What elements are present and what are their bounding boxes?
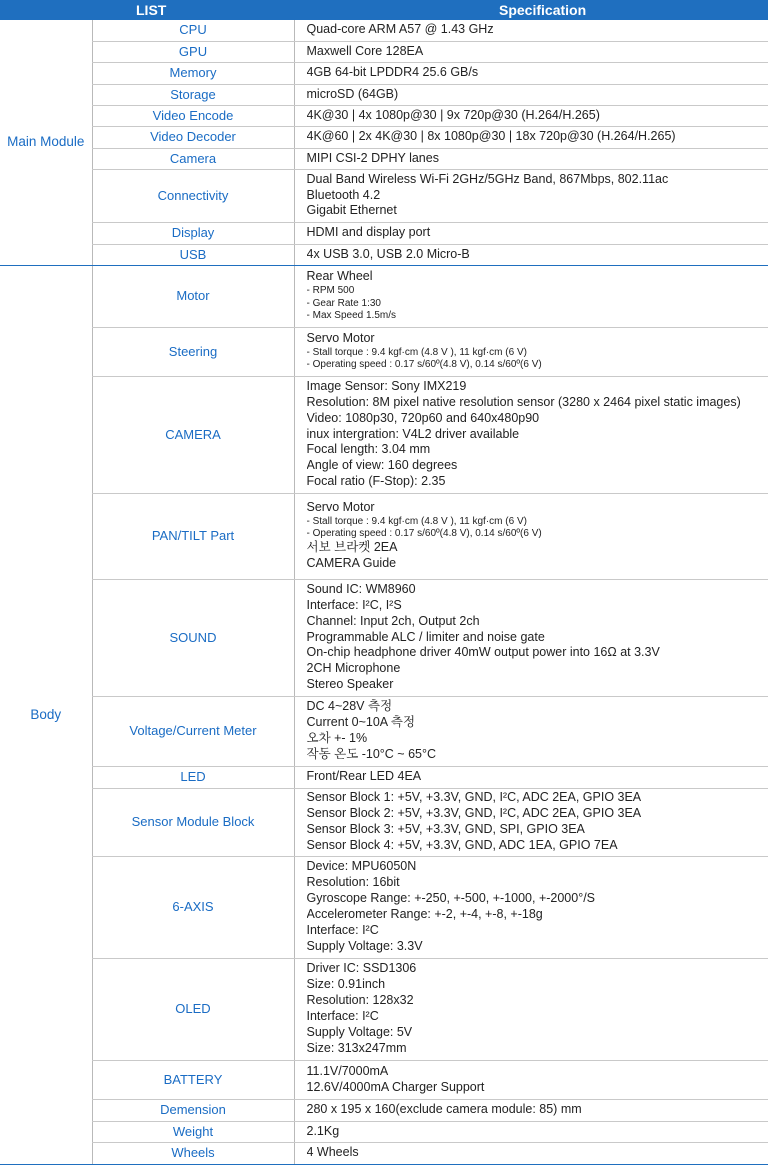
header-list: LIST [0, 0, 294, 20]
spec-line: Video: 1080p30, 720p60 and 640x480p90 [306, 410, 540, 425]
table-row [0, 1060, 768, 1099]
table-row [0, 222, 768, 244]
item-label: Camera [92, 148, 294, 169]
spec-value [294, 169, 768, 222]
spec-line: Resolution: 8M pixel native resolution sensor (3280 x 2464 pixel static images) [306, 394, 741, 409]
spec-value [294, 105, 768, 126]
table-row [0, 169, 768, 222]
table-header-row [0, 0, 768, 20]
spec-line: MIPI CSI-2 DPHY lanes [306, 150, 439, 165]
spec-line: Interface: I²C [306, 1009, 379, 1023]
spec-value [294, 1060, 768, 1099]
spec-line: Size: 313x247mm [306, 1040, 407, 1055]
spec-line: HDMI and display port [306, 225, 431, 240]
item-label: 6-AXIS [92, 856, 294, 958]
spec-line: Accelerometer Range: +-2, +-4, +-8, +-18g [306, 907, 543, 921]
spec-line: - Max Speed 1.5m/s [306, 310, 396, 322]
spec-line: Resolution: 128x32 [306, 993, 414, 1008]
spec-value [294, 856, 768, 958]
spec-value [294, 84, 768, 105]
spec-table-body [0, 20, 768, 1164]
table-row [0, 265, 768, 327]
spec-line: Gyroscope Range: +-250, +-500, +-1000, +-2000°/S [306, 891, 596, 906]
spec-line: 2CH Microphone [306, 661, 401, 676]
table-row [0, 958, 768, 1060]
spec-value [294, 493, 768, 579]
spec-line: Maxwell Core 128EA [306, 43, 424, 58]
table-row [0, 126, 768, 148]
item-label: CAMERA [92, 376, 294, 493]
spec-value [294, 579, 768, 696]
spec-line: Sensor Block 2: +5V, +3.3V, GND, I²C, ADC 2EA, GPIO 3EA [306, 806, 642, 821]
spec-line: 2.1Kg [306, 1123, 340, 1138]
table-row [0, 856, 768, 958]
spec-line: Device: MPU6050N [306, 859, 417, 874]
spec-value [294, 376, 768, 493]
table-row [0, 327, 768, 376]
spec-line: Angle of view: 160 degrees [306, 458, 458, 473]
table-row [0, 62, 768, 84]
spec-line: 오차 +- 1% [306, 731, 368, 745]
spec-line: microSD (64GB) [306, 86, 399, 101]
spec-value [294, 696, 768, 766]
spec-line: Bluetooth 4.2 [306, 187, 381, 202]
item-label: SOUND [92, 579, 294, 696]
spec-line: Front/Rear LED 4EA [306, 769, 422, 784]
item-label: Voltage/Current Meter [92, 696, 294, 766]
spec-value [294, 958, 768, 1060]
table-row [0, 20, 768, 41]
spec-line: Servo Motor [306, 499, 375, 514]
spec-line: DC 4~28V 측정 [306, 699, 393, 714]
spec-line: Current 0~10A 측정 [306, 715, 416, 730]
table-row [0, 148, 768, 169]
table-row [0, 1099, 768, 1121]
spec-line: - Gear Rate 1:30 [306, 297, 381, 309]
table-row [0, 1121, 768, 1142]
spec-line: inux intergration: V4L2 driver available [306, 426, 520, 441]
spec-line: CAMERA Guide [306, 556, 397, 571]
header-specification: Specification [294, 0, 768, 20]
spec-line: Stereo Speaker [306, 677, 394, 692]
spec-line: Image Sensor: Sony IMX219 [306, 378, 467, 393]
spec-value [294, 788, 768, 856]
spec-value [294, 1142, 768, 1164]
spec-line: - Stall torque : 9.4 kgf·cm (4.8 V ), 11 kgf·cm (6 V) [306, 515, 527, 527]
spec-value [294, 327, 768, 376]
table-row [0, 579, 768, 696]
table-row [0, 493, 768, 579]
spec-value [294, 1099, 768, 1121]
spec-value [294, 244, 768, 265]
spec-line: Supply Voltage: 3.3V [306, 938, 423, 953]
spec-line: 4GB 64-bit LPDDR4 25.6 GB/s [306, 65, 479, 80]
spec-value [294, 766, 768, 788]
spec-line: 12.6V/4000mA Charger Support [306, 1079, 485, 1094]
spec-line: - Stall torque : 9.4 kgf·cm (4.8 V ), 11 kgf·cm (6 V) [306, 347, 527, 359]
spec-value [294, 41, 768, 62]
spec-line: 280 x 195 x 160(exclude camera module: 85) mm [306, 1102, 582, 1117]
spec-line: Resolution: 16bit [306, 875, 400, 890]
spec-line: Interface: I²C, I²S [306, 597, 402, 612]
spec-line: Channel: Input 2ch, Output 2ch [306, 613, 480, 628]
item-label: LED [92, 766, 294, 788]
spec-line: 4K@30 | 4x 1080p@30 | 9x 720p@30 (H.264/H.265) [306, 107, 600, 122]
spec-line: Quad-core ARM A57 @ 1.43 GHz [306, 22, 494, 37]
section-label: Main Module [0, 20, 92, 265]
spec-line: Sensor Block 4: +5V, +3.3V, GND, ADC 1EA, GPIO 7EA [306, 837, 618, 852]
item-label: PAN/TILT Part [92, 493, 294, 579]
table-row [0, 766, 768, 788]
spec-value [294, 222, 768, 244]
spec-line: 작동 온도 -10°C ~ 65°C [306, 746, 437, 761]
spec-line: 4x USB 3.0, USB 2.0 Micro-B [306, 246, 470, 261]
spec-value [294, 265, 768, 327]
spec-line: Focal length: 3.04 mm [306, 442, 431, 457]
item-label: Memory [92, 62, 294, 84]
spec-value [294, 20, 768, 41]
item-label: Video Encode [92, 105, 294, 126]
item-label: Motor [92, 265, 294, 327]
table-row [0, 788, 768, 856]
spec-line: Sensor Block 3: +5V, +3.3V, GND, SPI, GPIO 3EA [306, 822, 585, 836]
item-label: Storage [92, 84, 294, 105]
spec-line: Driver IC: SSD1306 [306, 961, 417, 976]
table-row [0, 84, 768, 105]
item-label: GPU [92, 41, 294, 62]
spec-line: Dual Band Wireless Wi-Fi 2GHz/5GHz Band, 867Mbps, 802.11ac [306, 171, 669, 186]
spec-line: 4 Wheels [306, 1145, 359, 1160]
spec-line: On-chip headphone driver 40mW output power into 16Ω at 3.3V [306, 645, 660, 660]
table-row [0, 244, 768, 265]
item-label: Demension [92, 1099, 294, 1121]
spec-line: - Operating speed : 0.17 s/60º(4.8 V), 0.14 s/60º(6 V) [306, 359, 542, 371]
item-label: OLED [92, 958, 294, 1060]
spec-line: Interface: I²C [306, 922, 379, 937]
spec-line: - Operating speed : 0.17 s/60º(4.8 V), 0.14 s/60º(6 V) [306, 528, 542, 540]
table-row [0, 105, 768, 126]
spec-line: Supply Voltage: 5V [306, 1024, 413, 1039]
table-row [0, 41, 768, 62]
item-label: Steering [92, 327, 294, 376]
item-label: Display [92, 222, 294, 244]
item-label: Weight [92, 1121, 294, 1142]
table-row [0, 1142, 768, 1164]
spec-line: 서보 브라켓 2EA [306, 540, 398, 555]
item-label: CPU [92, 20, 294, 41]
spec-value [294, 148, 768, 169]
item-label: USB [92, 244, 294, 265]
item-label: Wheels [92, 1142, 294, 1164]
spec-line: Sound IC: WM8960 [306, 581, 416, 596]
spec-line: Sensor Block 1: +5V, +3.3V, GND, I²C, ADC 2EA, GPIO 3EA [306, 790, 642, 805]
item-label: Sensor Module Block [92, 788, 294, 856]
spec-line: Focal ratio (F-Stop): 2.35 [306, 474, 446, 489]
item-label: Connectivity [92, 169, 294, 222]
table-row [0, 696, 768, 766]
spec-line: 11.1V/7000mA [306, 1063, 389, 1078]
spec-line: Servo Motor [306, 331, 375, 346]
spec-value [294, 62, 768, 84]
spec-line: Gigabit Ethernet [306, 203, 397, 218]
spec-value [294, 1121, 768, 1142]
spec-line: - RPM 500 [306, 285, 355, 297]
spec-line: Programmable ALC / limiter and noise gate [306, 629, 545, 644]
spec-line: Rear Wheel [306, 269, 373, 284]
section-label: Body [0, 265, 92, 1164]
spec-value [294, 126, 768, 148]
table-row [0, 376, 768, 493]
spec-line: 4K@60 | 2x 4K@30 | 8x 1080p@30 | 18x 720p@30 (H.264/H.265) [306, 129, 676, 144]
spec-line: Size: 0.91inch [306, 977, 386, 992]
item-label: BATTERY [92, 1060, 294, 1099]
item-label: Video Decoder [92, 126, 294, 148]
